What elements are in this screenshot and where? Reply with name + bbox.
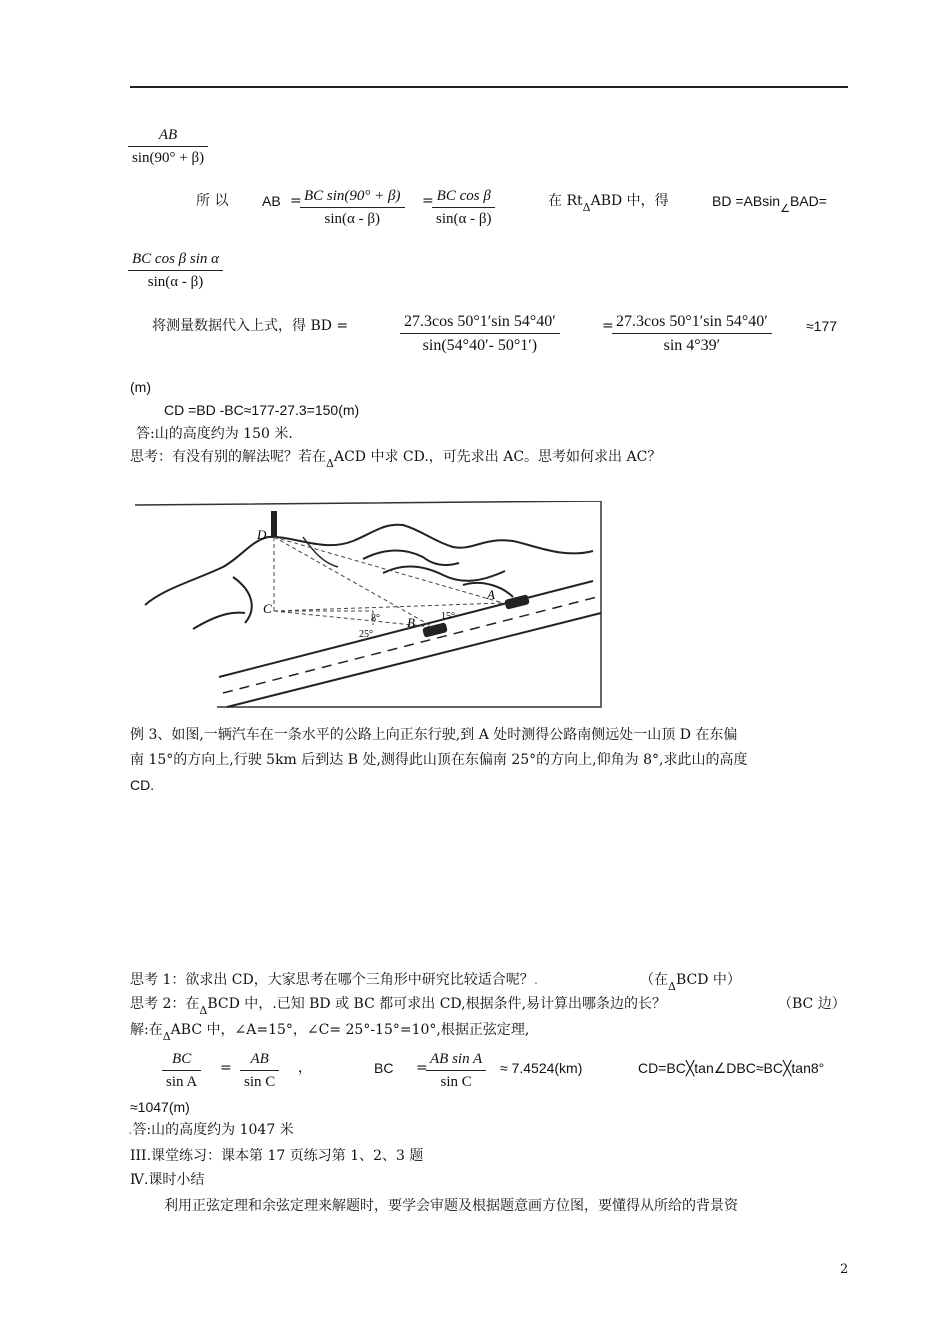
denominator: sin C bbox=[440, 1074, 472, 1090]
numerator: AB sin A bbox=[426, 1051, 486, 1071]
text-example3-line2: 南 15°的方向上,行驶 5km 后到达 B 处,测得此山顶在东偏南 25°的方向上,仰角为 8°,求此山的高度 bbox=[130, 752, 748, 768]
denominator: sin(α - β) bbox=[436, 211, 492, 227]
delta-symbol: Δ bbox=[326, 457, 334, 470]
numerator: 27.3cos 50°1′sin 54°40′ bbox=[612, 313, 772, 334]
equals-sign: = bbox=[422, 193, 434, 209]
numerator: BC cos β bbox=[432, 188, 495, 208]
text-think1: 思考 1：欲求出 CD，大家思考在哪个三角形中研究比较适合呢？. bbox=[130, 972, 539, 988]
text-bc: BC bbox=[374, 1060, 394, 1076]
text-cd-line: CD =BD -BC≈177-27.3=150(m) bbox=[164, 402, 360, 418]
text-summary-heading: Ⅳ.课时小结 bbox=[130, 1172, 205, 1188]
text-bd: BD =ABsin$_\angle$BAD= bbox=[712, 193, 827, 215]
text-example3-line3: CD. bbox=[130, 777, 155, 793]
hill-line bbox=[303, 537, 338, 567]
hill-line bbox=[233, 577, 252, 623]
equals-sign: = bbox=[220, 1060, 232, 1076]
denominator: sin C bbox=[244, 1074, 276, 1090]
text-think1-answer: （在$_\Delta$BCD 中） bbox=[640, 972, 741, 993]
mountain-road-figure bbox=[133, 501, 603, 709]
hill-line bbox=[193, 613, 245, 629]
label-a: A bbox=[487, 587, 495, 602]
page-number: 2 bbox=[840, 1262, 849, 1277]
equals-sign: = bbox=[602, 318, 614, 334]
denominator: sin(α - β) bbox=[324, 211, 380, 227]
line-ca bbox=[274, 603, 503, 611]
header-rule bbox=[130, 86, 848, 88]
label-c: C bbox=[263, 601, 272, 616]
text-cd-tan: CD=BC╳tan∠DBC≈BC╳tan8° bbox=[638, 1060, 825, 1076]
car-icon bbox=[504, 594, 530, 610]
equals-sign: = bbox=[290, 193, 302, 209]
label-angle-25: 25° bbox=[359, 629, 373, 640]
delta-symbol: Δ bbox=[162, 1030, 171, 1043]
label-angle-8: 8° bbox=[371, 613, 380, 624]
text-unit-m: (m) bbox=[130, 379, 151, 395]
text-substitute: 将测量数据代入上式，得 BD = bbox=[152, 318, 349, 334]
fraction-numeric-1 bbox=[400, 313, 560, 355]
fraction-absina-over-sinc bbox=[426, 1051, 486, 1091]
numerator: BC cos β sin α bbox=[128, 251, 223, 271]
road-center-line bbox=[223, 597, 597, 693]
fraction-bc-cos bbox=[432, 188, 495, 228]
text-answer-1: 答:山的高度约为 150 米. bbox=[136, 426, 293, 442]
numerator: BC sin(90° + β) bbox=[300, 188, 405, 208]
text-approx-177: ≈177 bbox=[806, 318, 838, 334]
equals-sign: = bbox=[416, 1060, 428, 1076]
text-in-rt: 在 $Rt_\Delta ABD$ 中，得 bbox=[548, 193, 669, 214]
denominator: sin(α - β) bbox=[147, 274, 204, 290]
label-d: D bbox=[257, 527, 267, 542]
denominator: sin(54°40′- 50°1′) bbox=[422, 337, 538, 354]
tower-icon bbox=[271, 511, 277, 537]
figure-frame bbox=[135, 501, 601, 707]
text-solve: 解:在$_\Delta$ABC 中，∠A=15°，∠C= 25°-15°=10°,根据正弦定理, bbox=[130, 1022, 530, 1043]
fraction-ab-over-sinc bbox=[240, 1051, 279, 1091]
numerator: BC bbox=[162, 1051, 201, 1071]
delta-symbol: Δ bbox=[199, 1004, 208, 1017]
text-think2: 思考 2：在$_\Delta$BCD 中，.已知 BD 或 BC 都可求出 CD,根据条件,易计算出哪条边的长？ bbox=[130, 996, 667, 1017]
text-approx-bc: ≈ 7.4524(km) bbox=[500, 1060, 583, 1076]
fraction-bc-over-sina bbox=[162, 1051, 201, 1091]
text-ab: AB bbox=[262, 193, 281, 209]
text-example3-line1: 例 3、如图,一辆汽车在一条水平的公路上向正东行驶,到 A 处时测得公路南侧远处一山顶 D 在东偏 bbox=[130, 727, 738, 743]
denominator: sin(90° + β) bbox=[132, 150, 205, 166]
fraction-bc-sin bbox=[300, 188, 405, 228]
text-summary-body: 利用正弦定理和余弦定理来解题时，要学会审题及根据题意画方位图，要懂得从所给的背景资 bbox=[164, 1198, 738, 1214]
text-think: 思考：有没有别的解法呢？若在$_\Delta$ACD 中求 CD.，可先求出 AC。思考如何求出 AC？ bbox=[130, 449, 662, 470]
hill-line bbox=[363, 550, 459, 565]
fraction-numeric-2 bbox=[612, 313, 772, 355]
hill-line bbox=[383, 566, 505, 580]
text-suoyi: 所 以 bbox=[196, 193, 229, 209]
denominator: sin 4°39′ bbox=[663, 337, 721, 354]
text-approx-1047: ≈1047(m) bbox=[130, 1099, 190, 1115]
numerator: AB bbox=[128, 127, 208, 147]
fraction-bd-result bbox=[128, 251, 223, 291]
fraction-ab-over-sin bbox=[128, 127, 208, 167]
numerator: AB bbox=[240, 1051, 279, 1071]
label-b: B bbox=[407, 615, 415, 630]
text-practice: III.课堂练习：课本第 17 页练习第 1、2、3 题 bbox=[130, 1148, 424, 1164]
numerator: 27.3cos 50°1′sin 54°40′ bbox=[400, 313, 560, 334]
label-angle-15: 15° bbox=[441, 611, 455, 622]
text-think2-answer: （BC 边） bbox=[778, 996, 846, 1012]
denominator: sin A bbox=[166, 1074, 198, 1090]
angle-symbol: ∠ bbox=[780, 203, 790, 215]
text-answer-2: .答:山的高度约为 1047 米 bbox=[128, 1122, 294, 1138]
delta-symbol: Δ bbox=[668, 980, 676, 993]
comma: ， bbox=[298, 1060, 312, 1076]
delta-symbol: Δ bbox=[582, 201, 591, 214]
